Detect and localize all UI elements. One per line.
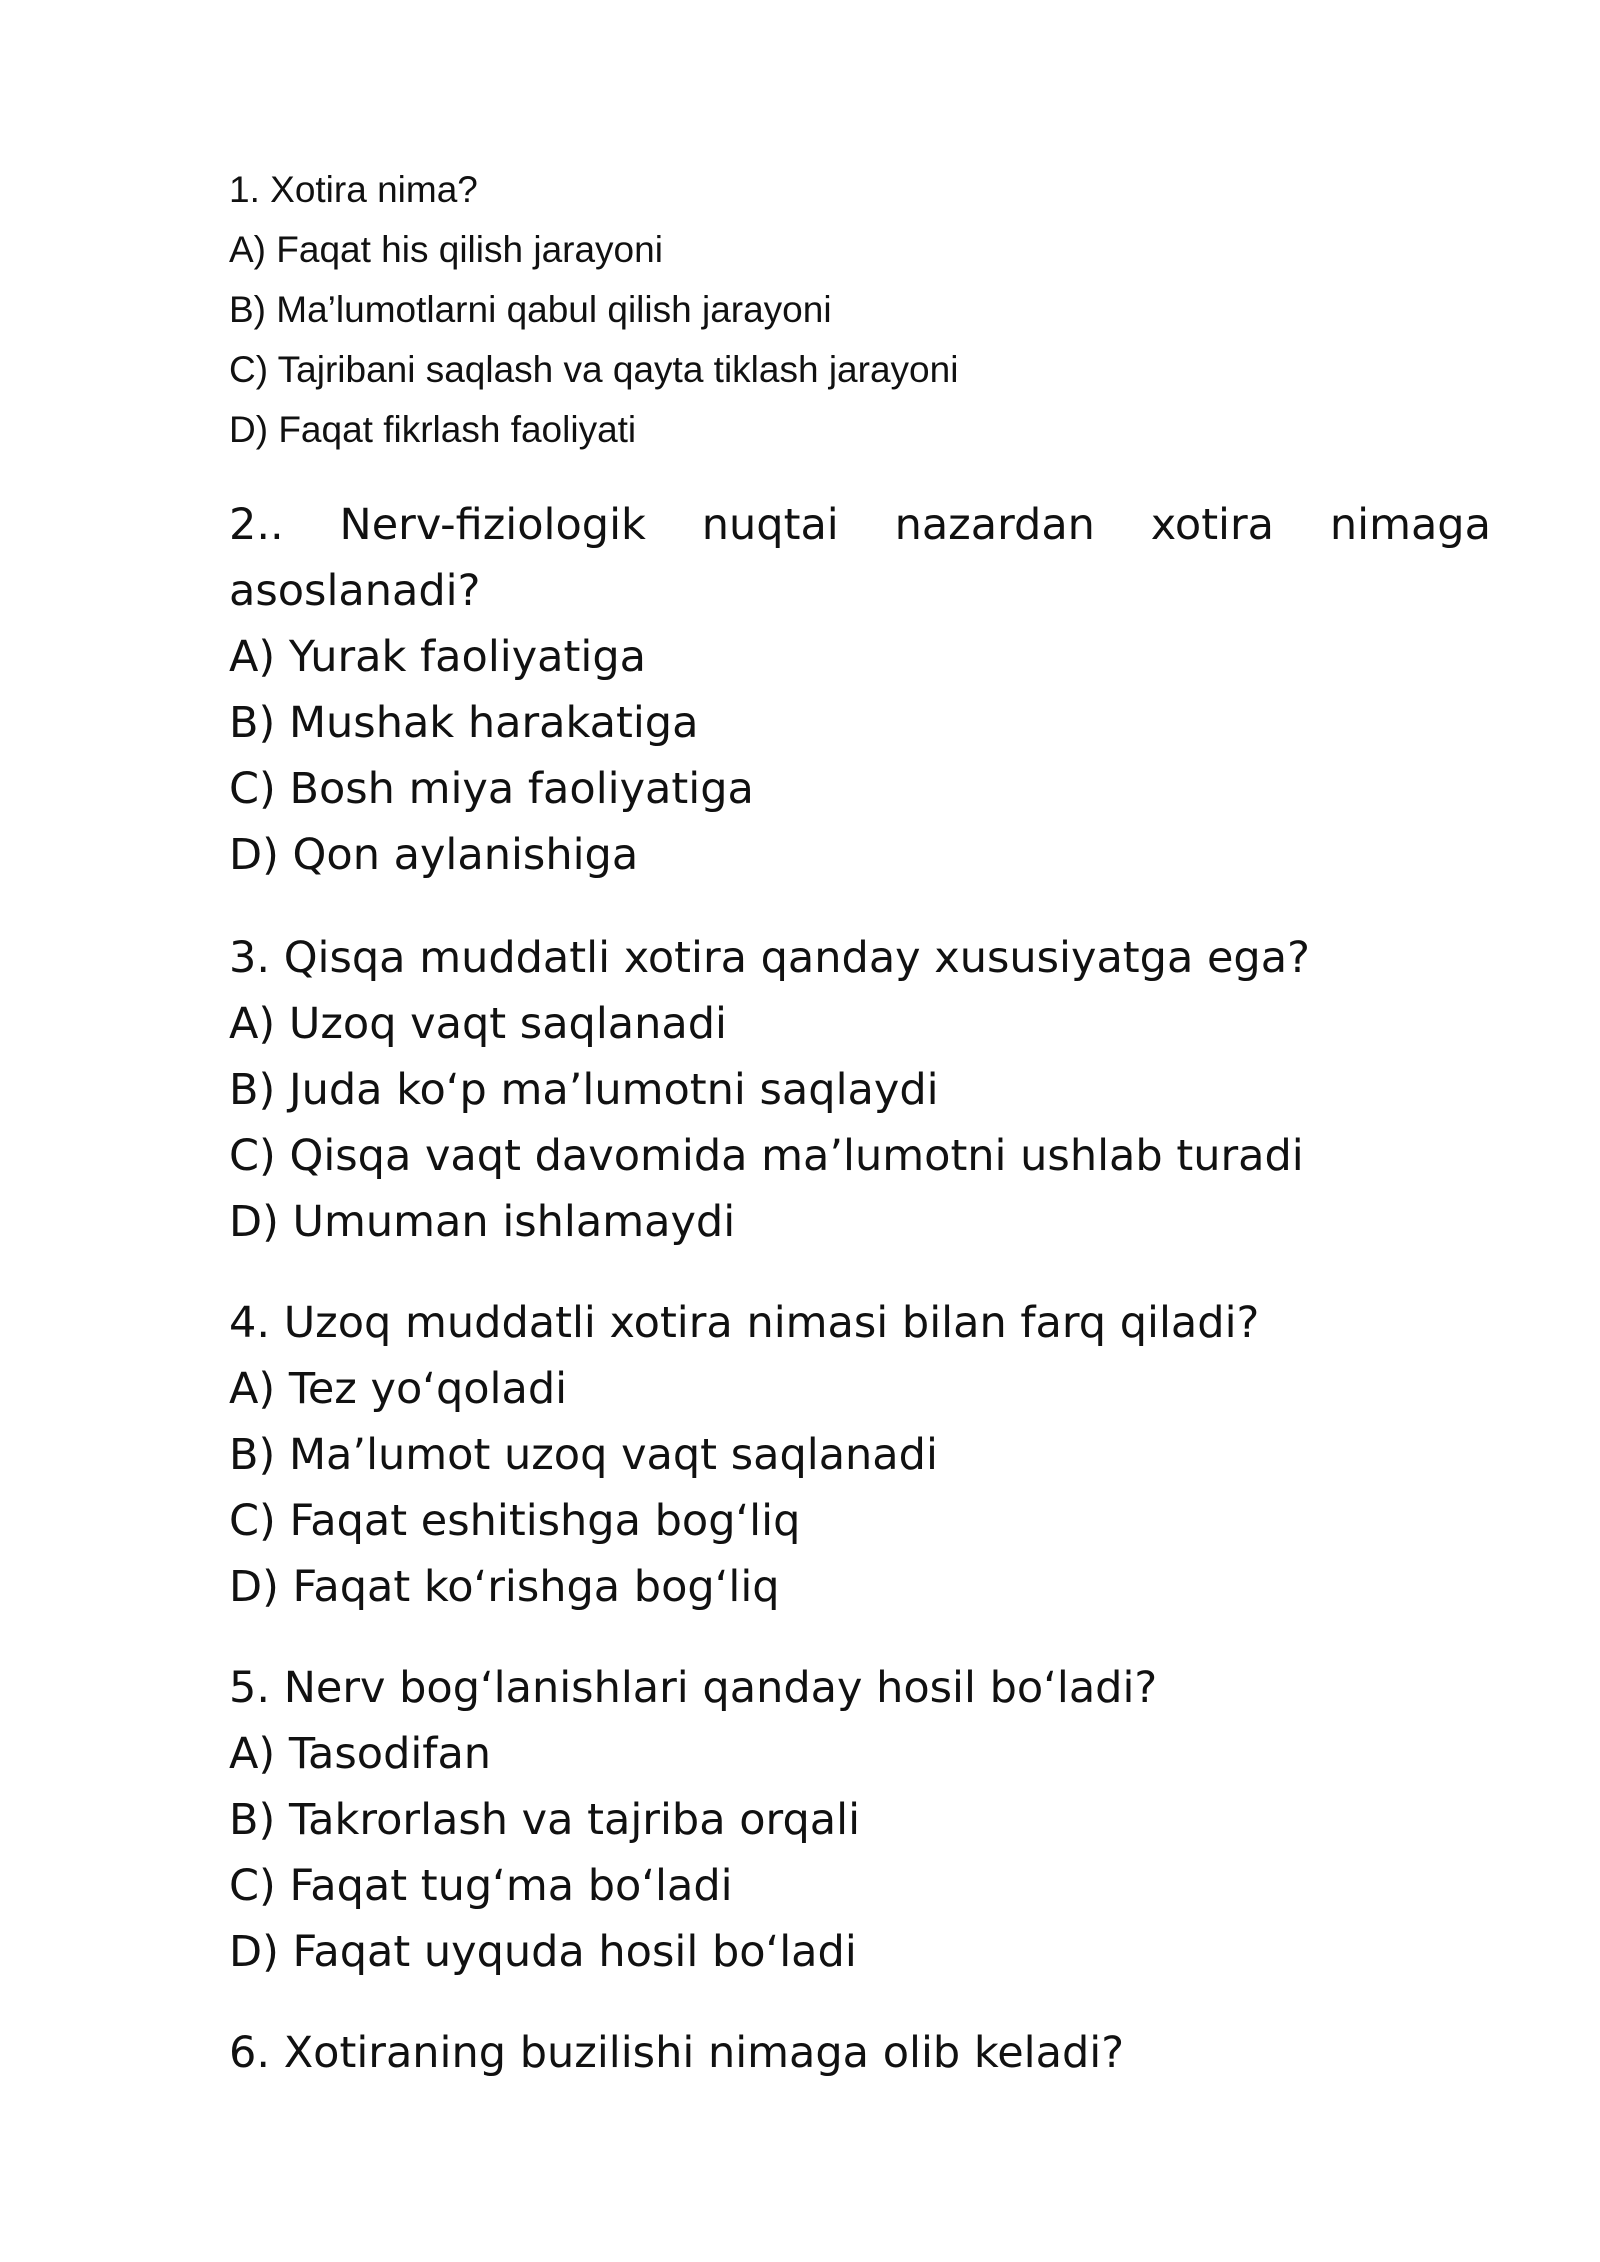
question-5-block xyxy=(229,1655,1491,1985)
question-6-block xyxy=(229,2020,1491,2086)
question-3-block xyxy=(229,925,1491,1255)
question-4-text: 4. Uzoq muddatli xotira nimasi bilan farq qiladi? xyxy=(229,1298,1260,1348)
question-2-text xyxy=(229,492,1491,558)
question-2-option-c: C) Bosh miya faoliyatiga xyxy=(229,764,754,814)
question-2-option-a: A) Yurak faoliyatiga xyxy=(229,632,646,682)
question-3-option-c: C) Qisqa vaqt davomida ma’lumotni ushlab turadi xyxy=(229,1131,1304,1181)
question-3-option-d: D) Umuman ishlamaydi xyxy=(229,1197,736,1247)
question-3-text: 3. Qisqa muddatli xotira qanday xususiyatga ega? xyxy=(229,933,1310,983)
question-2-word: nuqtai xyxy=(701,500,839,550)
question-3-option-a: A) Uzoq vaqt saqlanadi xyxy=(229,999,727,1049)
question-2-word: nimaga xyxy=(1329,500,1491,550)
question-1-option-a: A) Faqat his qilish jarayoni xyxy=(229,229,663,270)
question-4-block xyxy=(229,1290,1491,1620)
question-4-option-a: A) Tez yo‘qoladi xyxy=(229,1364,568,1414)
question-2-word: nazardan xyxy=(894,500,1095,550)
question-2-option-b: B) Mushak harakatiga xyxy=(229,698,699,748)
question-1-option-b: B) Ma’lumotlarni qabul qilish jarayoni xyxy=(229,289,832,330)
question-1-text: 1. Xotira nima? xyxy=(229,169,478,210)
question-5-text: 5. Nerv bog‘lanishlari qanday hosil bo‘ladi? xyxy=(229,1663,1158,1713)
question-5-option-b: B) Takrorlash va tajriba orqali xyxy=(229,1795,861,1845)
question-2-word: 2.. xyxy=(229,500,284,550)
question-1-option-c: C) Tajribani saqlash va qayta tiklash jarayoni xyxy=(229,349,959,390)
question-2-option-d: D) Qon aylanishiga xyxy=(229,830,639,880)
question-4-option-b: B) Ma’lumot uzoq vaqt saqlanadi xyxy=(229,1430,938,1480)
question-5-option-c: C) Faqat tug‘ma bo‘ladi xyxy=(229,1861,733,1911)
question-5-option-d: D) Faqat uyquda hosil bo‘ladi xyxy=(229,1927,857,1977)
question-5-option-a: A) Tasodifan xyxy=(229,1729,492,1779)
question-2-word: xotira xyxy=(1150,500,1275,550)
question-3-option-b: B) Juda ko‘p ma’lumotni saqlaydi xyxy=(229,1065,939,1115)
question-1-block xyxy=(229,160,1489,460)
question-6-text: 6. Xotiraning buzilishi nimaga olib keladi? xyxy=(229,2028,1125,2078)
question-4-option-c: C) Faqat eshitishga bog‘liq xyxy=(229,1496,801,1546)
question-2-text-continued: asoslanadi? xyxy=(229,566,481,616)
question-2-word: Nerv-fiziologik xyxy=(339,500,646,550)
question-2-block xyxy=(229,492,1491,888)
question-4-option-d: D) Faqat ko‘rishga bog‘liq xyxy=(229,1562,780,1612)
question-1-option-d: D) Faqat fikrlash faoliyati xyxy=(229,409,637,450)
